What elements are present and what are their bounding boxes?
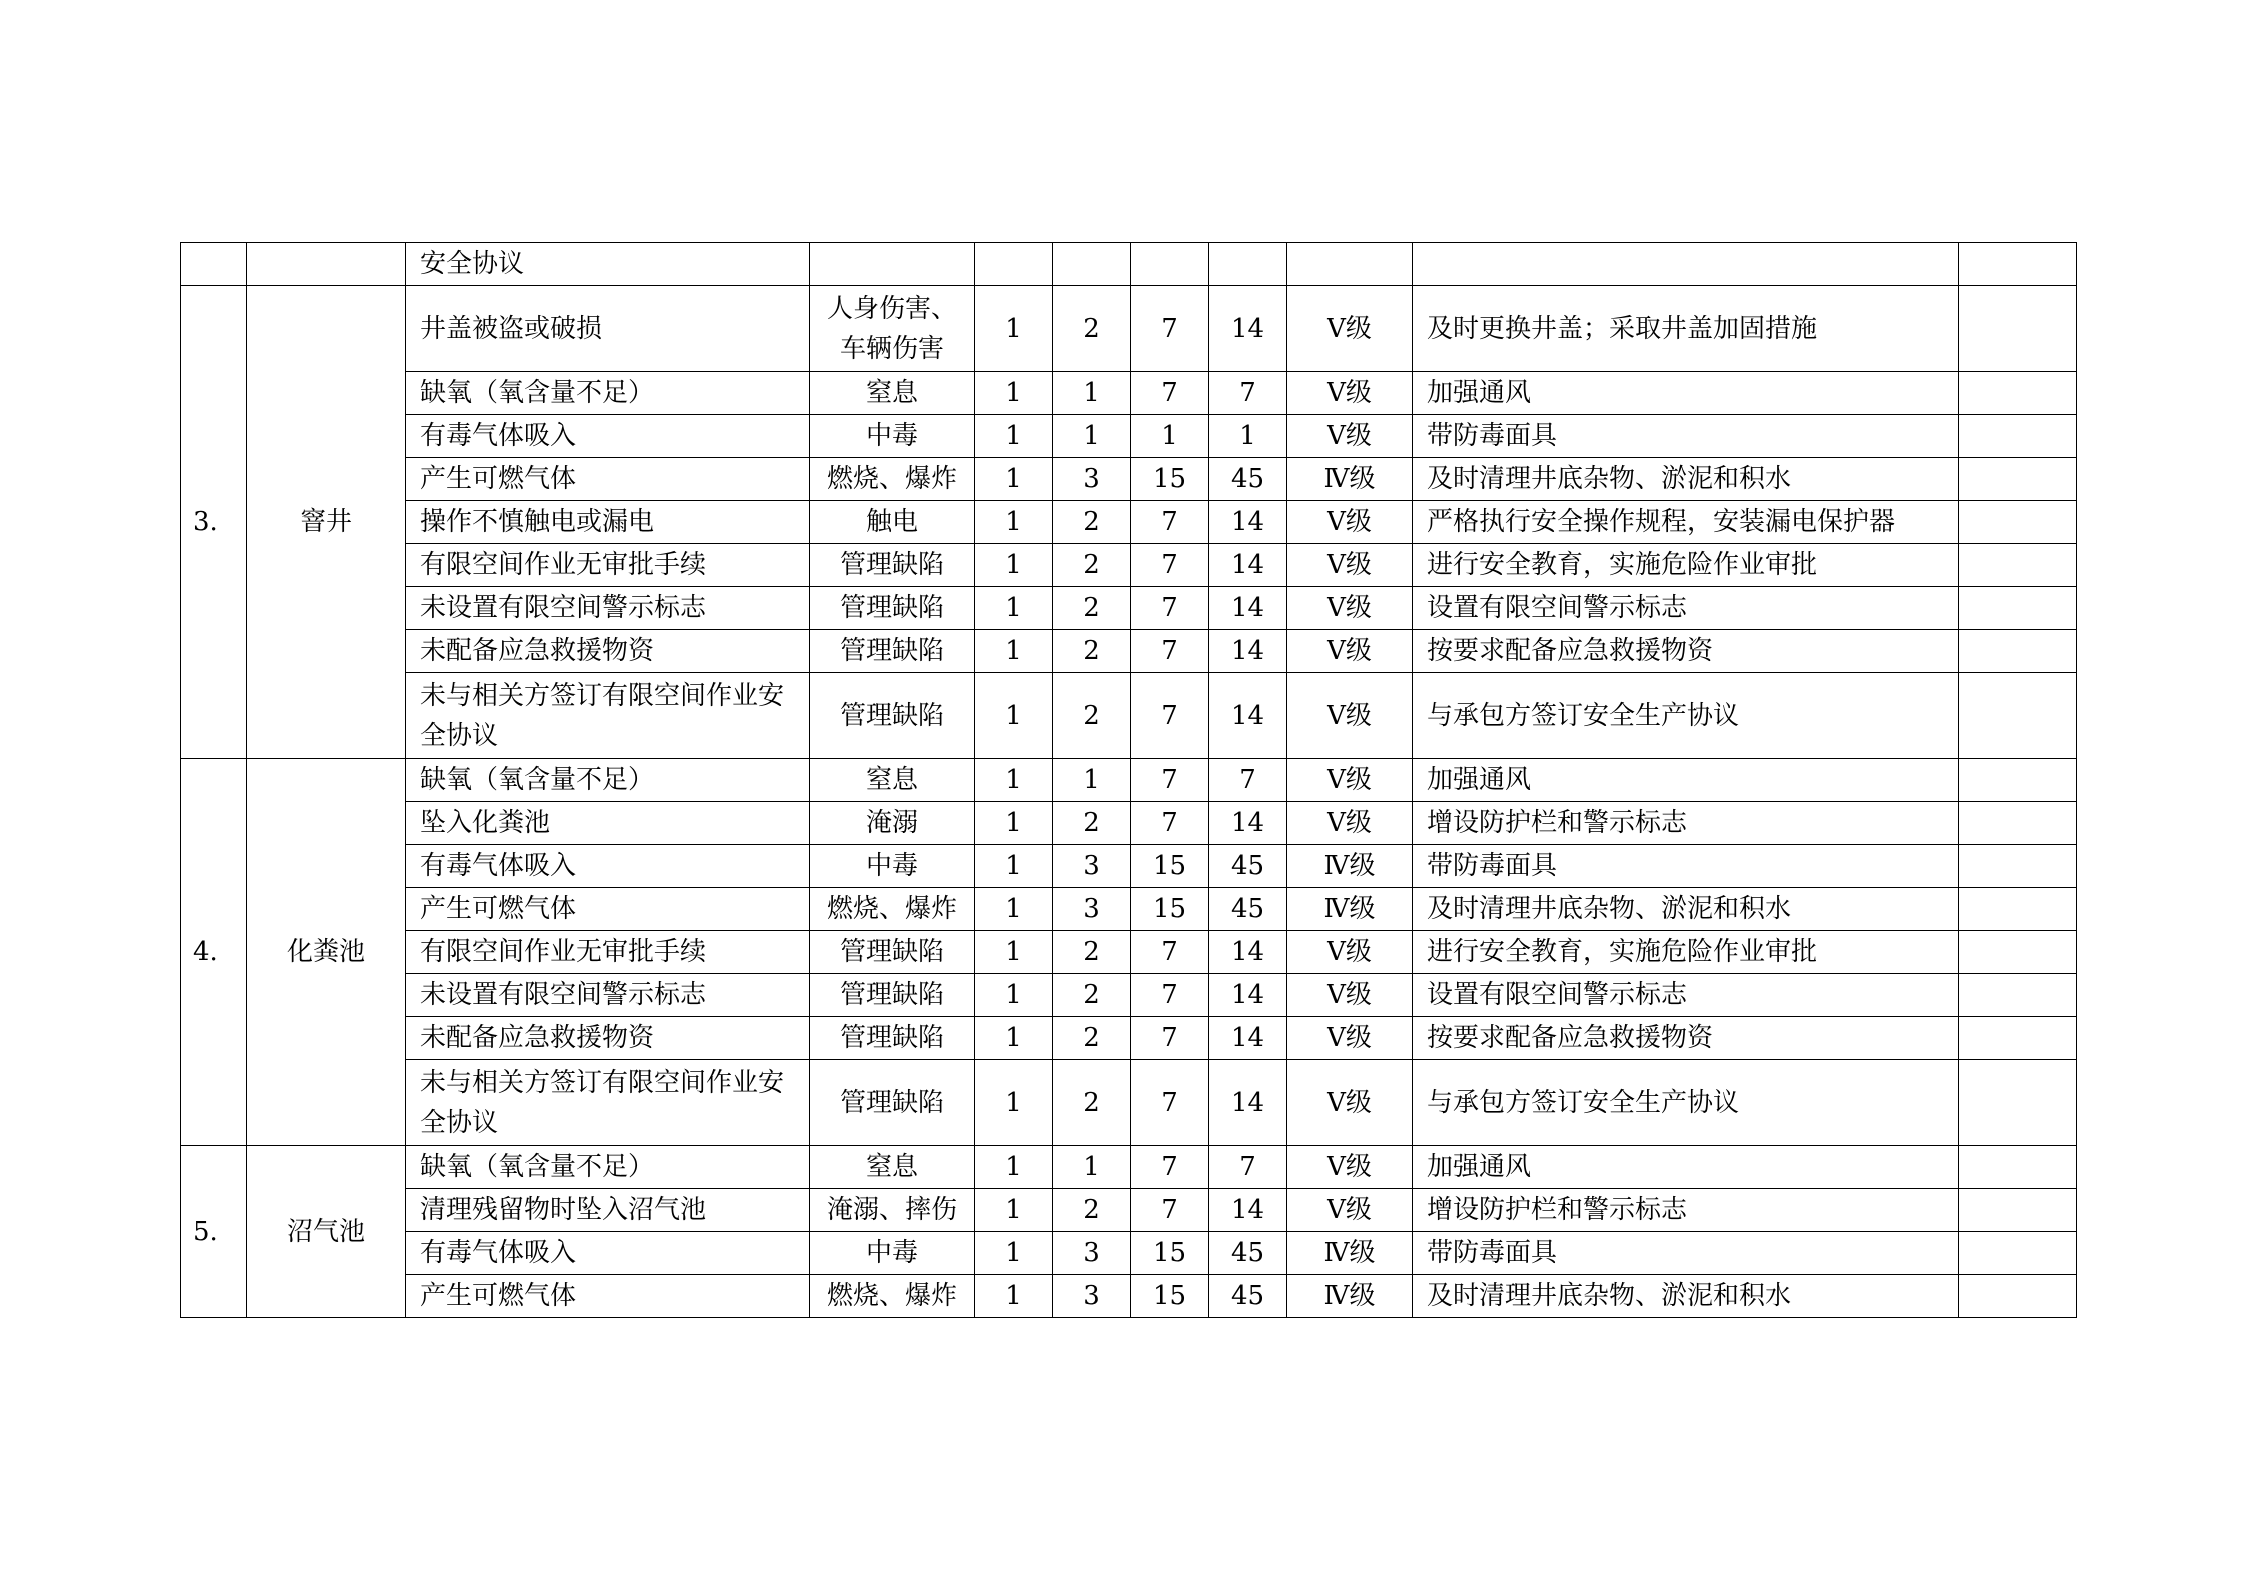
exposure-cell: 2 xyxy=(1053,931,1131,974)
consequence-cell: 窒息 xyxy=(810,1146,975,1189)
likelihood-cell: 1 xyxy=(975,458,1053,501)
table-row xyxy=(181,372,2077,415)
exposure-cell: 1 xyxy=(1053,372,1131,415)
hazard-cell: 缺氧（氧含量不足） xyxy=(406,372,810,415)
risk-level-cell: Ⅳ级 xyxy=(1287,458,1413,501)
consequence-cell: 中毒 xyxy=(810,1232,975,1275)
risk-level-cell: Ⅳ级 xyxy=(1287,1275,1413,1318)
table-row xyxy=(181,544,2077,587)
consequence-score-cell: 7 xyxy=(1131,759,1209,802)
consequence-cell: 管理缺陷 xyxy=(810,1017,975,1060)
consequence-cell: 燃烧、爆炸 xyxy=(810,458,975,501)
consequence-score-cell: 7 xyxy=(1131,802,1209,845)
control-measure-cell: 加强通风 xyxy=(1413,759,1959,802)
remark-cell xyxy=(1959,415,2077,458)
risk-assessment-table xyxy=(180,242,2077,1318)
risk-level-cell: Ⅴ级 xyxy=(1287,1189,1413,1232)
hazard-cell: 安全协议 xyxy=(406,243,810,286)
exposure-cell xyxy=(1053,243,1131,286)
consequence-score-cell: 7 xyxy=(1131,544,1209,587)
exposure-cell: 2 xyxy=(1053,1189,1131,1232)
exposure-cell: 1 xyxy=(1053,1146,1131,1189)
consequence-score-cell: 7 xyxy=(1131,286,1209,372)
consequence-score-cell: 15 xyxy=(1131,888,1209,931)
likelihood-cell: 1 xyxy=(975,759,1053,802)
control-measure-cell: 及时清理井底杂物、淤泥和积水 xyxy=(1413,1275,1959,1318)
risk-score-cell: 14 xyxy=(1209,673,1287,759)
likelihood-cell: 1 xyxy=(975,1189,1053,1232)
control-measure-cell: 设置有限空间警示标志 xyxy=(1413,974,1959,1017)
hazard-cell: 操作不慎触电或漏电 xyxy=(406,501,810,544)
exposure-cell: 2 xyxy=(1053,1060,1131,1146)
remark-cell xyxy=(1959,759,2077,802)
consequence-cell: 淹溺、摔伤 xyxy=(810,1189,975,1232)
consequence-score-cell xyxy=(1131,243,1209,286)
location-cell: 窨井 xyxy=(247,286,406,759)
control-measure-cell: 进行安全教育，实施危险作业审批 xyxy=(1413,931,1959,974)
risk-level-cell: Ⅴ级 xyxy=(1287,501,1413,544)
exposure-cell: 2 xyxy=(1053,587,1131,630)
sequence-number-cell: 5. xyxy=(181,1146,247,1318)
hazard-cell: 缺氧（氧含量不足） xyxy=(406,759,810,802)
remark-cell xyxy=(1959,845,2077,888)
risk-score-cell: 14 xyxy=(1209,544,1287,587)
risk-level-cell: Ⅴ级 xyxy=(1287,415,1413,458)
likelihood-cell: 1 xyxy=(975,587,1053,630)
remark-cell xyxy=(1959,1146,2077,1189)
consequence-score-cell: 7 xyxy=(1131,974,1209,1017)
exposure-cell: 3 xyxy=(1053,458,1131,501)
risk-score-cell: 14 xyxy=(1209,630,1287,673)
exposure-cell: 2 xyxy=(1053,673,1131,759)
remark-cell xyxy=(1959,1275,2077,1318)
consequence-score-cell: 7 xyxy=(1131,1189,1209,1232)
exposure-cell: 3 xyxy=(1053,1232,1131,1275)
consequence-score-cell: 7 xyxy=(1131,587,1209,630)
risk-level-cell: Ⅴ级 xyxy=(1287,630,1413,673)
likelihood-cell: 1 xyxy=(975,931,1053,974)
remark-cell xyxy=(1959,544,2077,587)
consequence-score-cell: 15 xyxy=(1131,1232,1209,1275)
hazard-cell: 产生可燃气体 xyxy=(406,458,810,501)
remark-cell xyxy=(1959,501,2077,544)
control-measure-cell: 及时清理井底杂物、淤泥和积水 xyxy=(1413,458,1959,501)
hazard-cell: 有限空间作业无审批手续 xyxy=(406,931,810,974)
risk-level-cell: Ⅴ级 xyxy=(1287,802,1413,845)
exposure-cell: 1 xyxy=(1053,415,1131,458)
hazard-cell: 未配备应急救援物资 xyxy=(406,1017,810,1060)
hazard-cell: 未设置有限空间警示标志 xyxy=(406,974,810,1017)
remark-cell xyxy=(1959,372,2077,415)
likelihood-cell: 1 xyxy=(975,974,1053,1017)
hazard-cell: 未与相关方签订有限空间作业安全协议 xyxy=(406,673,810,759)
risk-score-cell: 14 xyxy=(1209,286,1287,372)
hazard-cell: 坠入化粪池 xyxy=(406,802,810,845)
table-row xyxy=(181,1146,2077,1189)
remark-cell xyxy=(1959,1232,2077,1275)
exposure-cell: 2 xyxy=(1053,630,1131,673)
table-row xyxy=(181,587,2077,630)
exposure-cell: 2 xyxy=(1053,544,1131,587)
risk-score-cell: 14 xyxy=(1209,802,1287,845)
likelihood-cell: 1 xyxy=(975,1060,1053,1146)
likelihood-cell: 1 xyxy=(975,1232,1053,1275)
consequence-cell xyxy=(810,243,975,286)
consequence-score-cell: 7 xyxy=(1131,1146,1209,1189)
consequence-cell: 管理缺陷 xyxy=(810,544,975,587)
remark-cell xyxy=(1959,587,2077,630)
location-cell: 沼气池 xyxy=(247,1146,406,1318)
table-row xyxy=(181,501,2077,544)
hazard-cell: 有限空间作业无审批手续 xyxy=(406,544,810,587)
exposure-cell: 1 xyxy=(1053,759,1131,802)
risk-score-cell: 14 xyxy=(1209,1017,1287,1060)
risk-score-cell xyxy=(1209,243,1287,286)
risk-level-cell: Ⅴ级 xyxy=(1287,544,1413,587)
table-row xyxy=(181,1017,2077,1060)
consequence-score-cell: 7 xyxy=(1131,1017,1209,1060)
location-cell xyxy=(247,243,406,286)
consequence-score-cell: 7 xyxy=(1131,1060,1209,1146)
consequence-cell: 管理缺陷 xyxy=(810,630,975,673)
likelihood-cell: 1 xyxy=(975,888,1053,931)
risk-level-cell: Ⅴ级 xyxy=(1287,931,1413,974)
remark-cell xyxy=(1959,974,2077,1017)
consequence-cell: 管理缺陷 xyxy=(810,931,975,974)
risk-score-cell: 14 xyxy=(1209,931,1287,974)
remark-cell xyxy=(1959,286,2077,372)
control-measure-cell: 与承包方签订安全生产协议 xyxy=(1413,673,1959,759)
hazard-cell: 未设置有限空间警示标志 xyxy=(406,587,810,630)
table-row xyxy=(181,1275,2077,1318)
consequence-cell: 中毒 xyxy=(810,845,975,888)
exposure-cell: 2 xyxy=(1053,974,1131,1017)
table-body xyxy=(181,243,2077,1318)
consequence-cell: 燃烧、爆炸 xyxy=(810,1275,975,1318)
hazard-cell: 有毒气体吸入 xyxy=(406,1232,810,1275)
hazard-cell: 产生可燃气体 xyxy=(406,1275,810,1318)
hazard-cell: 清理残留物时坠入沼气池 xyxy=(406,1189,810,1232)
consequence-score-cell: 7 xyxy=(1131,630,1209,673)
control-measure-cell: 与承包方签订安全生产协议 xyxy=(1413,1060,1959,1146)
consequence-cell: 中毒 xyxy=(810,415,975,458)
exposure-cell: 3 xyxy=(1053,1275,1131,1318)
likelihood-cell: 1 xyxy=(975,415,1053,458)
risk-score-cell: 7 xyxy=(1209,372,1287,415)
risk-score-cell: 14 xyxy=(1209,1189,1287,1232)
risk-score-cell: 45 xyxy=(1209,458,1287,501)
control-measure-cell: 进行安全教育，实施危险作业审批 xyxy=(1413,544,1959,587)
risk-score-cell: 7 xyxy=(1209,759,1287,802)
control-measure-cell: 及时清理井底杂物、淤泥和积水 xyxy=(1413,888,1959,931)
consequence-cell: 管理缺陷 xyxy=(810,673,975,759)
consequence-score-cell: 1 xyxy=(1131,415,1209,458)
remark-cell xyxy=(1959,802,2077,845)
risk-score-cell: 45 xyxy=(1209,1232,1287,1275)
remark-cell xyxy=(1959,673,2077,759)
consequence-cell: 窒息 xyxy=(810,372,975,415)
remark-cell xyxy=(1959,458,2077,501)
risk-score-cell: 7 xyxy=(1209,1146,1287,1189)
risk-score-cell: 14 xyxy=(1209,974,1287,1017)
risk-level-cell: Ⅴ级 xyxy=(1287,587,1413,630)
exposure-cell: 2 xyxy=(1053,802,1131,845)
consequence-cell: 管理缺陷 xyxy=(810,587,975,630)
remark-cell xyxy=(1959,243,2077,286)
hazard-cell: 未与相关方签订有限空间作业安全协议 xyxy=(406,1060,810,1146)
table-row xyxy=(181,802,2077,845)
control-measure-cell: 增设防护栏和警示标志 xyxy=(1413,802,1959,845)
table-row xyxy=(181,1060,2077,1146)
consequence-score-cell: 15 xyxy=(1131,1275,1209,1318)
likelihood-cell xyxy=(975,243,1053,286)
risk-level-cell: Ⅴ级 xyxy=(1287,759,1413,802)
consequence-score-cell: 7 xyxy=(1131,372,1209,415)
likelihood-cell: 1 xyxy=(975,845,1053,888)
consequence-score-cell: 15 xyxy=(1131,845,1209,888)
consequence-cell: 管理缺陷 xyxy=(810,974,975,1017)
risk-score-cell: 1 xyxy=(1209,415,1287,458)
remark-cell xyxy=(1959,1189,2077,1232)
likelihood-cell: 1 xyxy=(975,673,1053,759)
risk-score-cell: 14 xyxy=(1209,1060,1287,1146)
hazard-cell: 井盖被盗或破损 xyxy=(406,286,810,372)
likelihood-cell: 1 xyxy=(975,1017,1053,1060)
risk-level-cell: Ⅳ级 xyxy=(1287,1232,1413,1275)
consequence-score-cell: 15 xyxy=(1131,458,1209,501)
consequence-cell: 人身伤害、车辆伤害 xyxy=(810,286,975,372)
risk-score-cell: 14 xyxy=(1209,587,1287,630)
table-row xyxy=(181,1232,2077,1275)
risk-score-cell: 45 xyxy=(1209,1275,1287,1318)
control-measure-cell: 严格执行安全操作规程，安装漏电保护器 xyxy=(1413,501,1959,544)
exposure-cell: 2 xyxy=(1053,501,1131,544)
risk-level-cell: Ⅴ级 xyxy=(1287,1017,1413,1060)
table-row xyxy=(181,286,2077,372)
sequence-number-cell: 3. xyxy=(181,286,247,759)
consequence-score-cell: 7 xyxy=(1131,501,1209,544)
risk-level-cell: Ⅴ级 xyxy=(1287,286,1413,372)
risk-level-cell xyxy=(1287,243,1413,286)
control-measure-cell: 加强通风 xyxy=(1413,372,1959,415)
consequence-cell: 触电 xyxy=(810,501,975,544)
likelihood-cell: 1 xyxy=(975,1146,1053,1189)
location-cell: 化粪池 xyxy=(247,759,406,1146)
risk-level-cell: Ⅴ级 xyxy=(1287,974,1413,1017)
risk-score-cell: 45 xyxy=(1209,888,1287,931)
control-measure-cell: 带防毒面具 xyxy=(1413,415,1959,458)
risk-level-cell: Ⅳ级 xyxy=(1287,888,1413,931)
hazard-cell: 产生可燃气体 xyxy=(406,888,810,931)
hazard-cell: 缺氧（氧含量不足） xyxy=(406,1146,810,1189)
control-measure-cell: 带防毒面具 xyxy=(1413,845,1959,888)
control-measure-cell: 带防毒面具 xyxy=(1413,1232,1959,1275)
consequence-score-cell: 7 xyxy=(1131,673,1209,759)
table-row xyxy=(181,673,2077,759)
table-row xyxy=(181,759,2077,802)
table-row xyxy=(181,931,2077,974)
likelihood-cell: 1 xyxy=(975,630,1053,673)
exposure-cell: 2 xyxy=(1053,1017,1131,1060)
likelihood-cell: 1 xyxy=(975,372,1053,415)
remark-cell xyxy=(1959,931,2077,974)
table-row xyxy=(181,243,2077,286)
table-row xyxy=(181,974,2077,1017)
hazard-cell: 有毒气体吸入 xyxy=(406,415,810,458)
likelihood-cell: 1 xyxy=(975,501,1053,544)
control-measure-cell xyxy=(1413,243,1959,286)
table-row xyxy=(181,845,2077,888)
likelihood-cell: 1 xyxy=(975,544,1053,587)
sequence-number-cell: 4. xyxy=(181,759,247,1146)
exposure-cell: 3 xyxy=(1053,845,1131,888)
table-row xyxy=(181,458,2077,501)
likelihood-cell: 1 xyxy=(975,802,1053,845)
control-measure-cell: 及时更换井盖；采取井盖加固措施 xyxy=(1413,286,1959,372)
consequence-cell: 管理缺陷 xyxy=(810,1060,975,1146)
consequence-cell: 淹溺 xyxy=(810,802,975,845)
control-measure-cell: 加强通风 xyxy=(1413,1146,1959,1189)
risk-level-cell: Ⅴ级 xyxy=(1287,1146,1413,1189)
risk-level-cell: Ⅴ级 xyxy=(1287,372,1413,415)
control-measure-cell: 按要求配备应急救援物资 xyxy=(1413,1017,1959,1060)
sequence-number-cell xyxy=(181,243,247,286)
risk-level-cell: Ⅴ级 xyxy=(1287,673,1413,759)
remark-cell xyxy=(1959,1060,2077,1146)
risk-level-cell: Ⅴ级 xyxy=(1287,1060,1413,1146)
risk-score-cell: 14 xyxy=(1209,501,1287,544)
consequence-score-cell: 7 xyxy=(1131,931,1209,974)
consequence-cell: 燃烧、爆炸 xyxy=(810,888,975,931)
exposure-cell: 3 xyxy=(1053,888,1131,931)
risk-score-cell: 45 xyxy=(1209,845,1287,888)
likelihood-cell: 1 xyxy=(975,1275,1053,1318)
exposure-cell: 2 xyxy=(1053,286,1131,372)
remark-cell xyxy=(1959,888,2077,931)
table-row xyxy=(181,415,2077,458)
risk-level-cell: Ⅳ级 xyxy=(1287,845,1413,888)
consequence-cell: 窒息 xyxy=(810,759,975,802)
table-row xyxy=(181,888,2077,931)
hazard-cell: 有毒气体吸入 xyxy=(406,845,810,888)
control-measure-cell: 设置有限空间警示标志 xyxy=(1413,587,1959,630)
remark-cell xyxy=(1959,1017,2077,1060)
table-row xyxy=(181,630,2077,673)
control-measure-cell: 按要求配备应急救援物资 xyxy=(1413,630,1959,673)
table-row xyxy=(181,1189,2077,1232)
remark-cell xyxy=(1959,630,2077,673)
likelihood-cell: 1 xyxy=(975,286,1053,372)
control-measure-cell: 增设防护栏和警示标志 xyxy=(1413,1189,1959,1232)
hazard-cell: 未配备应急救援物资 xyxy=(406,630,810,673)
